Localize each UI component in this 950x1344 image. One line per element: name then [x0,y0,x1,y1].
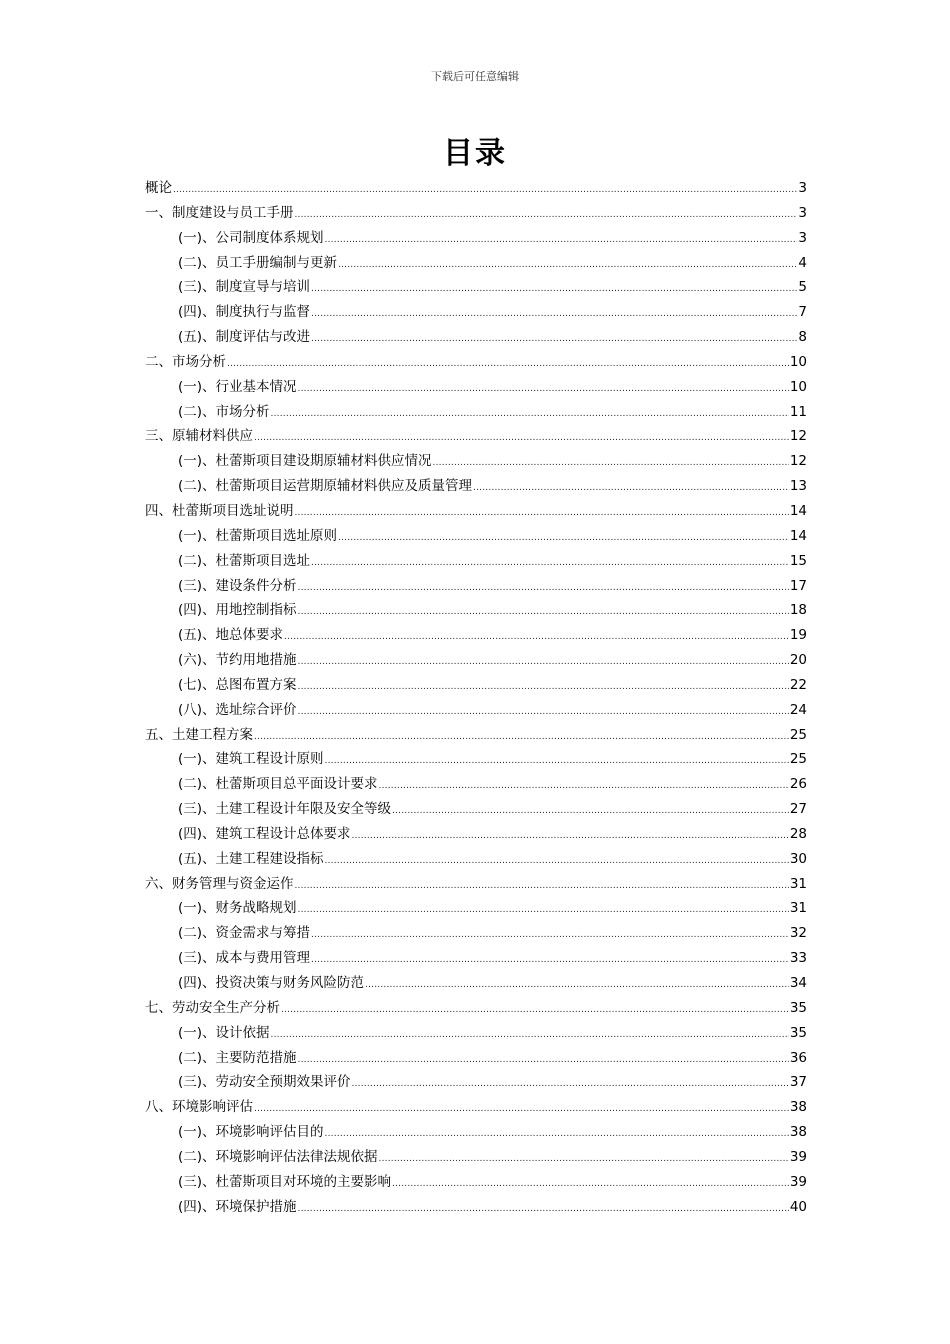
toc-entry[interactable] [145,1195,807,1220]
toc-entry-page: 7 [798,304,807,321]
toc-dot-leader [311,921,789,948]
toc-entry-page: 8 [798,329,807,346]
toc-entry-label: (一)、杜蕾斯项目选址原则 [178,527,338,544]
toc-entry-page: 36 [789,1049,807,1066]
toc-entry-page: 39 [789,1173,807,1190]
toc-entry-label: (二)、杜蕾斯项目运营期原辅材料供应及质量管理 [178,478,473,495]
toc-entry-label: (四)、用地控制指标 [178,602,297,619]
toc-entry-label: 六、财务管理与资金运作 [145,875,294,892]
toc-dot-leader [325,226,798,253]
toc-dot-leader [311,325,797,352]
toc-entry-label: (二)、杜蕾斯项目选址 [178,552,311,569]
toc-entry[interactable] [145,400,807,425]
toc-dot-leader [311,549,789,576]
toc-dot-leader [352,822,789,849]
toc-entry[interactable] [145,623,807,648]
toc-entry[interactable] [145,201,807,226]
toc-entry[interactable] [145,723,807,748]
toc-entry[interactable] [145,946,807,971]
toc-entry-page: 4 [798,254,807,271]
toc-entry-page: 35 [789,1024,807,1041]
toc-entry[interactable] [145,772,807,797]
toc-entry-label: (五)、土建工程建设指标 [178,850,324,867]
toc-entry-page: 38 [789,1099,807,1116]
toc-dot-leader [295,499,789,526]
toc-dot-leader [254,424,789,451]
toc-entry-page: 12 [789,453,807,470]
toc-dot-leader [338,524,789,551]
toc-entry-label: 八、环境影响评估 [145,1099,253,1116]
toc-entry[interactable] [145,300,807,325]
toc-entry-page: 25 [789,751,807,768]
toc-entry[interactable] [145,872,807,897]
toc-entry-label: (七)、总图布置方案 [178,676,297,693]
toc-dot-leader [298,1046,789,1073]
toc-entry-label: (四)、制度执行与监督 [178,304,311,321]
toc-entry-page: 31 [789,900,807,917]
toc-entry[interactable] [145,226,807,251]
toc-entry-page: 13 [789,478,807,495]
toc-dot-leader [284,623,789,650]
toc-entry-label: (二)、主要防范措施 [178,1049,297,1066]
toc-dot-leader [352,1070,789,1097]
toc-dot-leader [392,1170,789,1197]
toc-entry-label: (六)、节约用地措施 [178,652,297,669]
toc-entry[interactable] [145,275,807,300]
page-title: 目录 [443,136,507,171]
toc-dot-leader [338,251,797,278]
toc-entry-page: 37 [789,1074,807,1091]
toc-entry-label: (三)、劳动安全预期效果评价 [178,1074,351,1091]
toc-dot-leader [325,747,789,774]
toc-dot-leader [281,996,789,1023]
toc-entry-label: 概论 [145,180,172,196]
toc-entry-label: (二)、资金需求与筹措 [178,925,311,942]
toc-dot-leader [271,1021,789,1048]
toc-entry[interactable] [145,1170,807,1195]
toc-entry[interactable] [145,325,807,350]
toc-entry-page: 14 [789,502,807,519]
toc-entry-label: 五、土建工程方案 [145,726,253,743]
toc-entry[interactable] [145,449,807,474]
toc-entry-page: 40 [789,1198,807,1215]
toc-entry-page: 38 [789,1124,807,1141]
toc-entry-page: 10 [789,378,807,395]
toc-entry-page: 35 [789,999,807,1016]
toc-dot-leader [311,275,797,302]
toc-entry-label: (四)、环境保护措施 [178,1198,297,1215]
toc-entry-label: (四)、建筑工程设计总体要求 [178,825,351,842]
toc-entry[interactable] [145,648,807,673]
toc-entry-label: (三)、成本与费用管理 [178,950,311,967]
toc-dot-leader [298,896,789,923]
toc-entry-label: (二)、杜蕾斯项目总平面设计要求 [178,776,378,793]
toc-entry-label: (一)、财务战略规划 [178,900,297,917]
toc-entry-page: 34 [789,975,807,991]
toc-entry-page: 25 [789,726,807,743]
toc-entry-label: 四、杜蕾斯项目选址说明 [145,502,294,519]
toc-entry[interactable] [145,698,807,723]
toc-entry[interactable] [145,921,807,946]
toc-dot-leader [473,474,789,501]
toc-entry-page: 33 [789,950,807,967]
toc-dot-leader [392,797,789,824]
toc-entry[interactable] [145,847,807,872]
toc-dot-leader [298,648,789,675]
toc-dot-leader [298,673,789,700]
toc-entry[interactable] [145,1046,807,1071]
toc-entry[interactable] [145,598,807,623]
page-header: 下载后可任意编辑 [431,70,519,83]
toc-entry-page: 19 [789,627,807,644]
toc-entry-label: (二)、市场分析 [178,403,270,420]
toc-entry-page: 3 [798,180,807,196]
toc-entry[interactable] [145,1095,807,1120]
toc-entry-label: (一)、公司制度体系规划 [178,229,324,246]
toc-entry-label: (一)、建筑工程设计原则 [178,751,324,768]
toc-entry-page: 24 [789,701,807,718]
toc-dot-leader [311,300,797,327]
toc-entry-label: 七、劳动安全生产分析 [145,999,280,1016]
toc-entry-label: (二)、环境影响评估法律法规依据 [178,1148,378,1165]
toc-entry-label: (一)、行业基本情况 [178,378,297,395]
toc-entry-page: 26 [789,776,807,793]
toc-entry-page: 32 [789,925,807,942]
toc-dot-leader [365,971,789,998]
toc-entry-label: (三)、制度宣导与培训 [178,279,311,296]
toc-entry-label: (五)、制度评估与改进 [178,329,311,346]
toc-dot-leader [254,723,789,750]
toc-entry-page: 5 [798,279,807,296]
toc-entry-label: (五)、地总体要求 [178,627,284,644]
toc-entry[interactable] [145,176,807,201]
toc-entry[interactable] [145,474,807,499]
toc-entry-label: (一)、杜蕾斯项目建设期原辅材料供应情况 [178,453,432,470]
toc-entry[interactable] [145,1145,807,1170]
toc-entry[interactable] [145,971,807,996]
toc-entry[interactable] [145,424,807,449]
toc-entry-page: 18 [789,602,807,619]
toc-entry[interactable] [145,996,807,1021]
toc-entry-label: (八)、选址综合评价 [178,701,297,718]
toc-dot-leader [379,1145,789,1172]
toc-entry[interactable] [145,797,807,822]
toc-entry-page: 28 [789,825,807,842]
toc-entry[interactable] [145,524,807,549]
toc-entry-label: 三、原辅材料供应 [145,428,253,445]
toc-entry[interactable] [145,822,807,847]
toc-dot-leader [311,946,789,973]
toc-entry[interactable] [145,350,807,375]
toc-dot-leader [295,872,789,899]
toc-dot-leader [254,1095,789,1122]
toc-entry[interactable] [145,747,807,772]
toc-entry-page: 3 [798,229,807,246]
toc-entry-page: 3 [798,204,807,221]
toc-entry-label: (四)、投资决策与财务风险防范 [178,975,365,991]
toc-entry-page: 22 [789,676,807,693]
toc-entry-page: 12 [789,428,807,445]
toc-entry-page: 11 [789,403,807,420]
toc-dot-leader [298,1195,789,1222]
toc-entry-page: 30 [789,850,807,867]
toc-dot-leader [379,772,789,799]
toc-entry-label: (三)、土建工程设计年限及安全等级 [178,801,392,818]
toc-dot-leader [295,201,798,228]
toc-entry-page: 39 [789,1148,807,1165]
toc-dot-leader [173,176,797,203]
toc-entry-label: (一)、设计依据 [178,1024,270,1041]
toc-entry[interactable] [145,1120,807,1145]
toc-dot-leader [433,449,789,476]
toc-entry-label: (一)、环境影响评估目的 [178,1124,324,1141]
toc-entry-label: (三)、杜蕾斯项目对环境的主要影响 [178,1173,392,1190]
toc-entry-label: (三)、建设条件分析 [178,577,297,594]
toc-entry-label: (二)、员工手册编制与更新 [178,254,338,271]
toc-entry-label: 一、制度建设与员工手册 [145,204,294,221]
toc-entry[interactable] [145,499,807,524]
toc-entry-page: 14 [789,527,807,544]
toc-entry[interactable] [145,1021,807,1046]
toc-dot-leader [325,1120,789,1147]
toc-dot-leader [298,598,789,625]
toc-entry-page: 15 [789,552,807,569]
toc-dot-leader [298,698,789,725]
toc-entry-page: 31 [789,875,807,892]
toc-dot-leader [227,350,789,377]
toc-entry[interactable] [145,1070,807,1095]
toc-entry[interactable] [145,375,807,400]
table-of-contents [145,176,807,1219]
toc-entry-page: 17 [789,577,807,594]
toc-dot-leader [298,375,789,402]
toc-entry[interactable] [145,673,807,698]
toc-dot-leader [325,847,789,874]
toc-entry-page: 10 [789,353,807,370]
toc-entry[interactable] [145,251,807,276]
toc-dot-leader [271,400,789,427]
toc-entry[interactable] [145,896,807,921]
toc-entry-page: 27 [789,801,807,818]
toc-dot-leader [298,574,789,601]
toc-entry-label: 二、市场分析 [145,353,226,370]
toc-entry-page: 20 [789,652,807,669]
toc-entry[interactable] [145,574,807,599]
toc-entry[interactable] [145,549,807,574]
